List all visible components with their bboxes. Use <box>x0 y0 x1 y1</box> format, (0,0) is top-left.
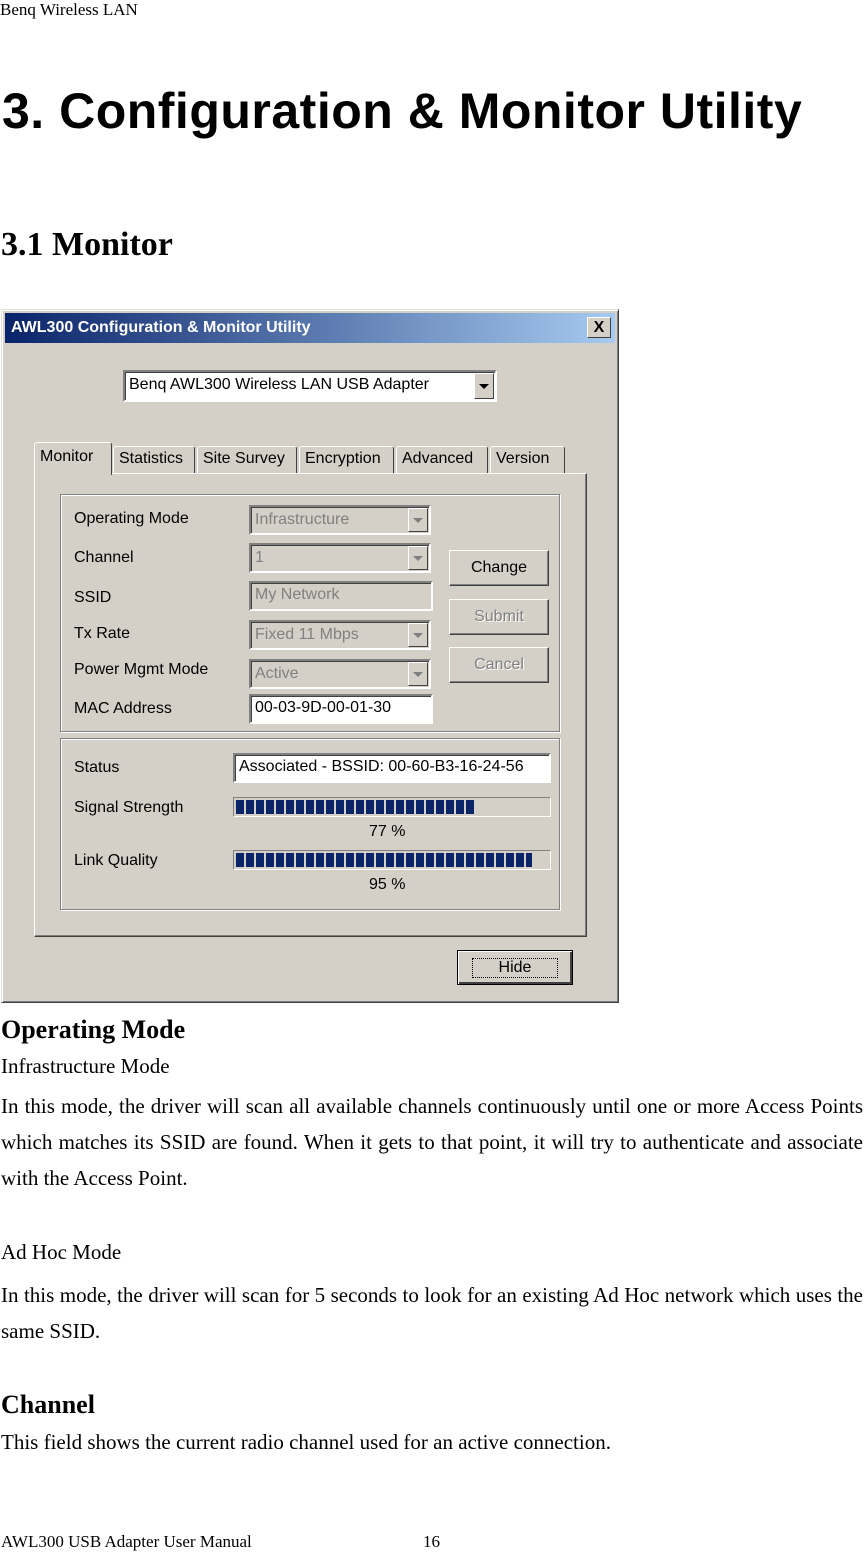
channel-text: This field shows the current radio channel used for an active connection. <box>1 1430 611 1454</box>
ssid-label: SSID <box>74 589 112 606</box>
infrastructure-mode-text: In this mode, the driver will scan all available channels continuously until one or more Access Points which matches its SSID are found. When it gets to that point, it will try to authenticate and associate with the Access Point. <box>1 1094 863 1190</box>
close-button[interactable] <box>587 317 611 338</box>
ssid-field[interactable]: My Network <box>249 581 433 611</box>
power-mgmt-label: Power Mgmt Mode <box>74 661 209 678</box>
tx-rate-value: Fixed 11 Mbps <box>255 626 359 643</box>
link-quality-label: Link Quality <box>74 852 158 869</box>
adapter-select-value: Benq AWL300 Wireless LAN USB Adapter <box>129 376 429 393</box>
footer-manual-title: AWL300 USB Adapter User Manual <box>1 1532 252 1551</box>
operating-mode-heading: Operating Mode <box>1 1015 186 1044</box>
tab-statistics[interactable]: Statistics <box>113 446 195 473</box>
submit-button[interactable]: Submit <box>449 599 549 635</box>
operating-mode-value: Infrastructure <box>255 511 350 528</box>
dropdown-arrow-icon[interactable] <box>408 662 428 686</box>
signal-strength-label: Signal Strength <box>74 799 184 816</box>
window-title: AWL300 Configuration & Monitor Utility <box>11 319 311 336</box>
page-number: 16 <box>423 1532 440 1551</box>
power-mgmt-value: Active <box>255 665 299 682</box>
link-quality-bar <box>233 850 551 870</box>
monitor-tab-panel <box>34 473 587 937</box>
dropdown-arrow-icon[interactable] <box>474 373 494 399</box>
signal-strength-fill <box>236 800 476 814</box>
section-title: 3.1 Monitor <box>1 226 173 263</box>
dropdown-arrow-icon[interactable] <box>408 623 428 647</box>
dropdown-arrow-icon[interactable] <box>408 546 428 570</box>
status-label: Status <box>74 759 120 776</box>
chapter-title: 3. Configuration & Monitor Utility <box>2 83 803 139</box>
running-header: Benq Wireless LAN <box>0 0 138 19</box>
title-bar[interactable] <box>5 313 615 343</box>
dropdown-arrow-icon[interactable] <box>408 508 428 532</box>
tab-encryption[interactable]: Encryption <box>299 446 394 473</box>
tab-advanced[interactable]: Advanced <box>396 446 488 473</box>
mac-address-label: MAC Address <box>74 700 172 717</box>
adhoc-mode-text: In this mode, the driver will scan for 5 seconds to look for an existing Ad Hoc network which uses the same SSID. <box>1 1283 863 1343</box>
hide-button[interactable] <box>457 950 573 985</box>
tx-rate-select[interactable] <box>249 620 431 650</box>
operating-mode-select[interactable] <box>249 505 431 535</box>
infrastructure-mode-heading: Infrastructure Mode <box>1 1054 170 1078</box>
tab-monitor[interactable]: Monitor <box>34 442 112 475</box>
adapter-select[interactable] <box>123 370 497 402</box>
power-mgmt-select[interactable] <box>249 659 431 689</box>
change-button[interactable]: Change <box>449 550 549 586</box>
adhoc-mode-heading: Ad Hoc Mode <box>1 1240 122 1264</box>
settings-group <box>60 494 560 732</box>
signal-strength-bar <box>233 797 551 817</box>
tab-site-survey[interactable]: Site Survey <box>197 446 297 473</box>
mac-address-field: 00-03-9D-00-01-30 <box>249 694 433 724</box>
channel-value: 1 <box>255 549 264 566</box>
channel-label: Channel <box>74 549 134 566</box>
channel-select[interactable] <box>249 543 431 573</box>
tab-version[interactable]: Version <box>490 446 565 473</box>
utility-dialog <box>1 309 619 1003</box>
cancel-button[interactable]: Cancel <box>449 647 549 683</box>
channel-heading: Channel <box>1 1390 95 1419</box>
signal-strength-percent: 77 % <box>369 823 406 840</box>
link-quality-percent: 95 % <box>369 876 406 893</box>
hide-button-label: Hide <box>472 958 559 978</box>
tx-rate-label: Tx Rate <box>74 625 131 642</box>
link-quality-fill <box>236 853 532 867</box>
status-group <box>60 738 560 910</box>
close-icon: X <box>593 318 605 336</box>
operating-mode-label: Operating Mode <box>74 510 189 527</box>
status-field: Associated - BSSID: 00-60-B3-16-24-56 <box>233 753 551 783</box>
